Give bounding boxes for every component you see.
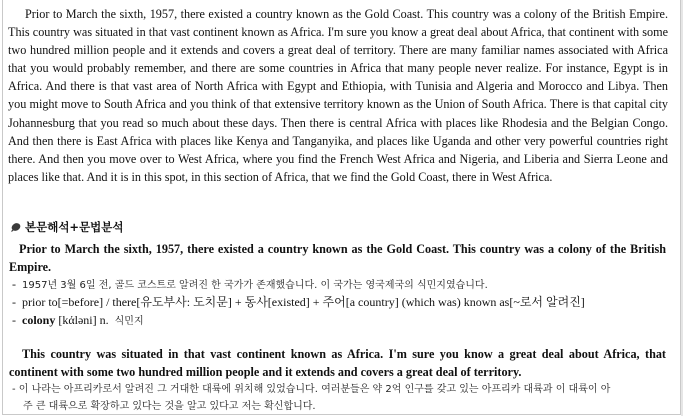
- item-dash: -: [12, 313, 16, 327]
- vocab-meaning: 식민지: [114, 316, 144, 327]
- vocab-pronunciation: [kάləni]: [58, 313, 97, 327]
- item-dash: -: [12, 277, 16, 291]
- translation-line-2: 주 큰 대륙으로 확장하고 있다는 것을 알고 있다고 저는 확신합니다.: [23, 401, 316, 412]
- item-dash: -: [12, 295, 16, 309]
- passage-paragraph: Prior to March the sixth, 1957, there existed a country known as the Gold Coast. This country was a colony of the British Empire. This country was situated in that vast continent known as Africa. I'm sure you know a great deal about Africa, that continent with some two hundred million people and it extends and covers a great deal of territory. There are many familiar names associated with Africa that you would probably remember, and there are some countries in Africa that many people never realize. For instance, Egypt is in Africa. And there is that vast area of North Africa with Egypt and Ethiopia, with Tunisia and Algeria and Morocco and Libya. Then you might move to South Africa and you think of that extensive territory known as the Union of South Africa. There is that capital city Johannesburg that you read so much about these days. Then there is central Africa with places like Rhodesia and the Belgian Congo. And then there is East Africa with places like Kenya and Tanganyika, and places like Uganda and other very powerful countries right there. And then you move over to West Africa, where you find the French West Africa and Nigeria, and Liberia and Sierra Leone and places like that. And it is in this spot, in this section of Africa, that we find the Gold Coast, there in West Africa.: [8, 7, 668, 184]
- source-sentence-2: This country was situated in that vast continent known as Africa. I'm sure you know a great deal about Africa, that continent with some two hundred million people and it extends and covers a great deal of territory.: [9, 347, 666, 380]
- source-sentence-1: Prior to March the sixth, 1957, there existed a country known as the Gold Coast. This country was a colony of the British Empire.: [9, 242, 666, 275]
- translation-item-1: [12, 276, 488, 294]
- section-heading: [10, 219, 124, 235]
- translation-line-1: 이 나라는 아프리카로서 알려진 그 거대한 대륙에 위치해 있었습니다. 여러분들은 약 2억 인구를 갖고 있는 아프리카 대륙과 이 대륙이 아: [18, 384, 611, 395]
- vocab-pos: n.: [99, 313, 109, 327]
- item-dash: -: [12, 384, 16, 395]
- translation-text: 1957년 3월 6일 전, 골드 코스트로 알려진 한 국가가 존재했습니다. 이 국가는 영국제국의 식민지였습니다.: [22, 280, 488, 291]
- vocab-item: [12, 312, 144, 330]
- grammar-item: [12, 294, 585, 310]
- section-heading-text: 본문해석+문법분석: [25, 220, 124, 234]
- vocab-word: colony: [22, 313, 56, 327]
- translation-item-2: [12, 381, 667, 415]
- leaf-bullet-icon: [10, 222, 21, 233]
- grammar-text: prior to[=before] / there[유도부사: 도치문] + 동사[existed] + 주어[a country] (which was) known as[~로서 알려진]: [22, 295, 585, 309]
